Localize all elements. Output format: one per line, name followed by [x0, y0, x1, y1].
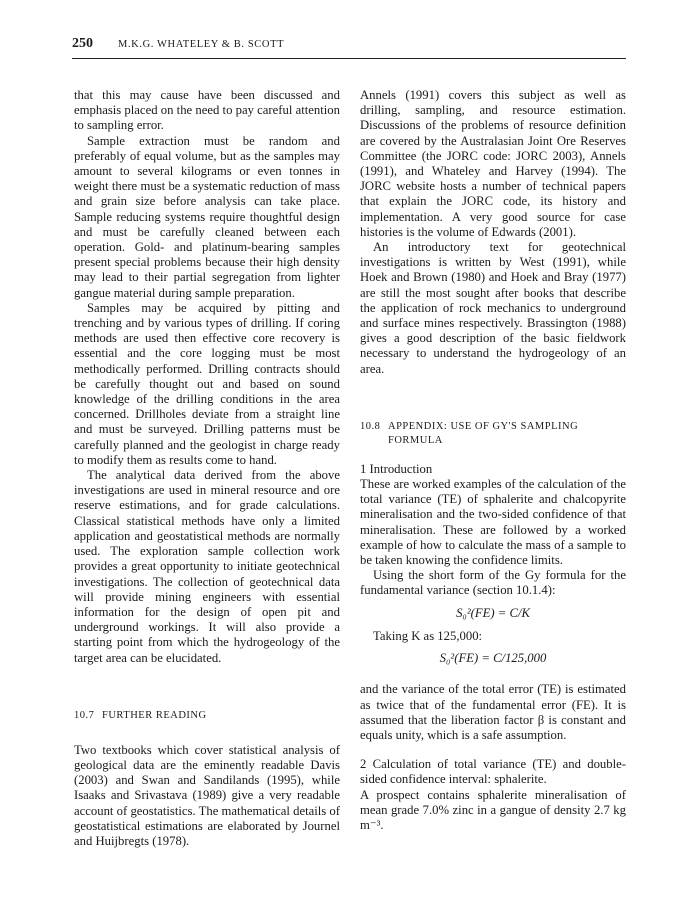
section-heading-10-7 [74, 709, 340, 723]
page-header [72, 36, 626, 58]
section-number: 10.8 [360, 420, 381, 432]
paragraph: A prospect contains sphalerite mineralisation of mean grade 7.0% zinc in a gangue of density 2.7 kg m⁻³. [360, 787, 626, 832]
paragraph: Two textbooks which cover statistical analysis of geological data are the eminently readable Davis (2003) and Swan and Sandilands (1995), while Isaaks and Srivastava (1989) give a very readable account of geostatistics. The mathematical details of geostatistical estimations are elaborated by Journel and Huijbregts (1978). [74, 742, 340, 848]
paragraph: and the variance of the total error (TE) is estimated as twice that of the fundamental error (FE). It is assumed that the liberation factor β is constant and equals unity, which is a safe assumption. [360, 682, 626, 742]
page-number: 250 [72, 36, 93, 51]
header-rule [72, 58, 626, 59]
subsection-heading: 2 Calculation of total variance (TE) and double-sided confidence interval: sphalerite. [360, 757, 626, 787]
paragraph: These are worked examples of the calculation of the total variance (TE) of sphalerite and chalcopyrite mineralisation and the two-sided confidence of that mineralisation. These are followed by a worked example of how to calculate the mass of a sample to be taken knowing the confidence limits. [360, 477, 626, 568]
running-title: M.K.G. WHATELEY & B. SCOTT [118, 39, 285, 50]
paragraph: The analytical data derived from the above investigations are used in mineral resource and ore reserve estimations, and for grade calculations. Classical statistical methods have only a limited application and geostatistical methods are normally used. The exploration sample collection work provides a great opportunity to initiate geotechnical investigations. The collection of geotechnical data will provide mining engineers with essential information for the design of open pit and underground workings. It will also provide a starting point from which the hydrogeology of the target area can be elucidated. [74, 468, 340, 665]
subsection-heading: 1 Introduction [360, 461, 433, 476]
equation: S₀²(FE) = C/K [456, 605, 530, 620]
paragraph: Annels (1991) covers this subject as well as drilling, sampling, and resource estimation. Discussions of the problems of resource definition are covered by the Australasian Joint Ore Reserves Committee (the JORC code: JORC 2003), Annels (1991), and Whateley and Harvey (1994). The JORC website hosts a number of technical papers that explain the JORC code, its history and implementation. A very good source for case histories is the volume of Edwards (2001). [360, 88, 626, 239]
right-column [360, 88, 626, 833]
equation-lead: Taking K as 125,000: [373, 628, 483, 643]
paragraph: An introductory text for geotechnical investigations is written by West (1991), while Hoek and Brown (1980) and Hoek and Bray (1977) are still the most sought after books that describe the application of rock mechanics to underground and surface mines respectively. Brassington (1988) gives a good description of the basic fieldwork necessary to understand the hydrogeology of an area. [360, 240, 626, 376]
paragraph: Using the short form of the Gy formula for the fundamental variance (section 10.1.4): [360, 568, 626, 598]
paragraph: Sample extraction must be random and preferably of equal volume, but as the samples may amount to several kilograms or even tonnes in weight there must be a systematic reduction of mass and grain size before analysis can take place. Sample reducing systems require thoughtful design and must be carefully cleaned between each operation. Gold- and platinum-bearing samples present special problems because their high density may lead to their partial segregation from lighter gangue material during sample preparation. [74, 133, 340, 300]
section-number: 10.7 [74, 709, 95, 721]
equation: S₀²(FE) = C/125,000 [439, 651, 547, 666]
section-heading-10-8 [360, 420, 626, 448]
section-title: FURTHER READING [102, 709, 207, 721]
section-title: APPENDIX: USE OF GY'S SAMPLING FORMULA [388, 420, 579, 446]
paragraph: Samples may be acquired by pitting and trenching and by various types of drilling. If coring methods are used then effective core recovery is essential and the core logging must be most methodically performed. Drilling contracts should be carefully thought out and based on sound knowledge of the drilling conditions in the area concerned. Drillholes deviate from a straight line and must be surveyed. Drilling patterns must be carefully planned and the geologist in charge ready to modify them as results come to hand. [74, 300, 340, 467]
paragraph: that this may cause have been discussed and emphasis placed on the need to pay careful attention to sampling error. [74, 88, 340, 133]
left-column [74, 88, 340, 849]
